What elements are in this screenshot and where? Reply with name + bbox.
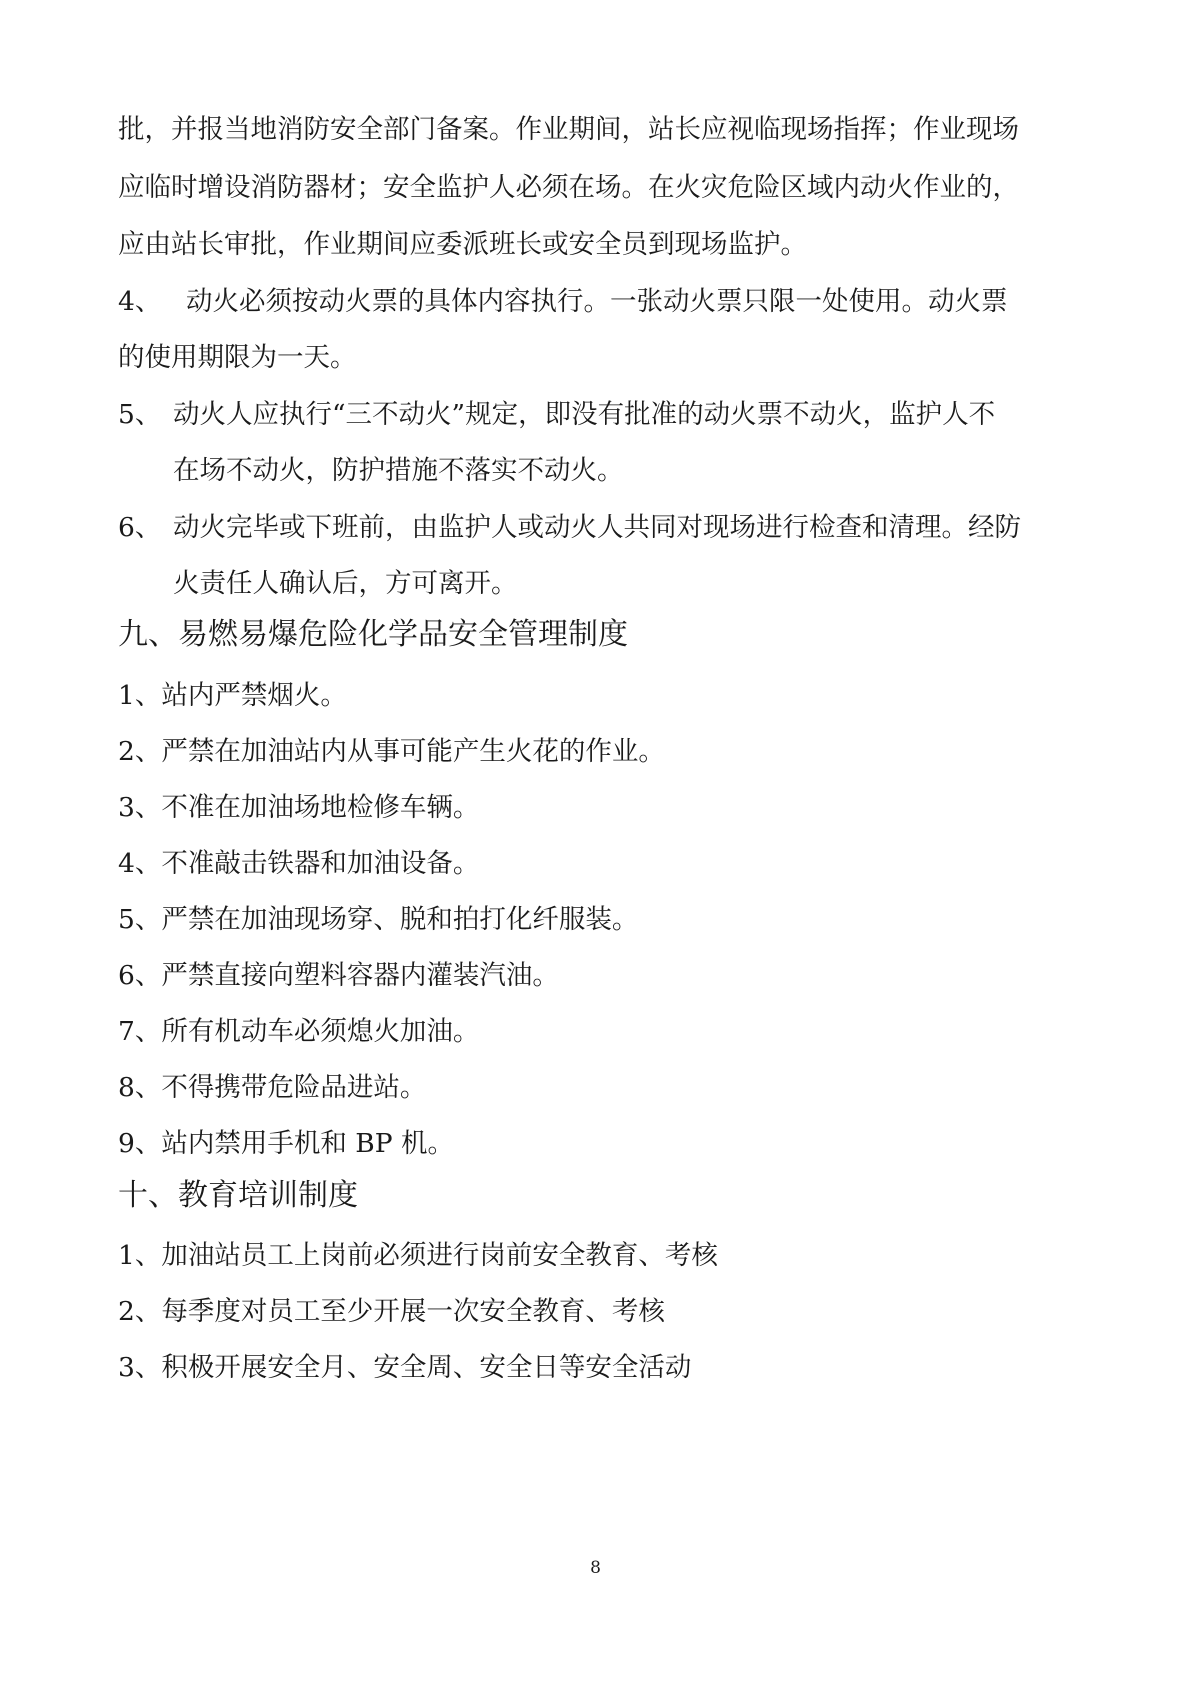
list-item: 6、严禁直接向塑料容器内灌装汽油。 [118, 960, 559, 991]
paragraph-line: 应临时增设消防器材；安全监护人必须在场。在火灾危险区域内动火作业的， [118, 172, 1019, 203]
list-item: 7、所有机动车必须熄火加油。 [118, 1016, 480, 1047]
item-number: 4、 [118, 286, 162, 317]
item-text-continuation: 火责任人确认后，方可离开。 [173, 568, 518, 599]
item-text: 动火人应执行“三不动火”规定，即没有批准的动火票不动火，监护人不 [173, 399, 996, 430]
list-item: 2、严禁在加油站内从事可能产生火花的作业。 [118, 736, 665, 767]
item-text-continuation: 在场不动火，防护措施不落实不动火。 [173, 455, 624, 486]
list-item: 3、不准在加油场地检修车辆。 [118, 792, 480, 823]
list-item: 9、站内禁用手机和 BP 机。 [118, 1128, 455, 1159]
item-text: 动火必须按动火票的具体内容执行。一张动火票只限一处使用。动火票 [186, 286, 1008, 317]
list-item: 1、加油站员工上岗前必须进行岗前安全教育、考核 [118, 1240, 718, 1271]
list-item: 3、积极开展安全月、安全周、安全日等安全活动 [118, 1352, 692, 1383]
page-number: 8 [590, 1558, 601, 1578]
section-heading: 十、教育培训制度 [118, 1178, 358, 1213]
paragraph-line: 批，并报当地消防安全部门备案。作业期间，站长应视临现场指挥；作业现场 [118, 114, 1019, 145]
list-item: 1、站内严禁烟火。 [118, 680, 347, 711]
list-item: 8、不得携带危险品进站。 [118, 1072, 427, 1103]
paragraph-line: 应由站长审批，作业期间应委派班长或安全员到现场监护。 [118, 229, 807, 260]
list-item: 4、不准敲击铁器和加油设备。 [118, 848, 480, 879]
item-number: 6、 [118, 512, 162, 543]
item-text: 动火完毕或下班前，由监护人或动火人共同对现场进行检查和清理。经防 [173, 512, 1021, 543]
item-number: 5、 [118, 399, 162, 430]
list-item: 5、严禁在加油现场穿、脱和拍打化纤服装。 [118, 904, 639, 935]
list-item: 2、每季度对员工至少开展一次安全教育、考核 [118, 1296, 665, 1327]
section-heading: 九、易燃易爆危险化学品安全管理制度 [118, 617, 628, 652]
item-text-continuation: 的使用期限为一天。 [118, 342, 357, 373]
